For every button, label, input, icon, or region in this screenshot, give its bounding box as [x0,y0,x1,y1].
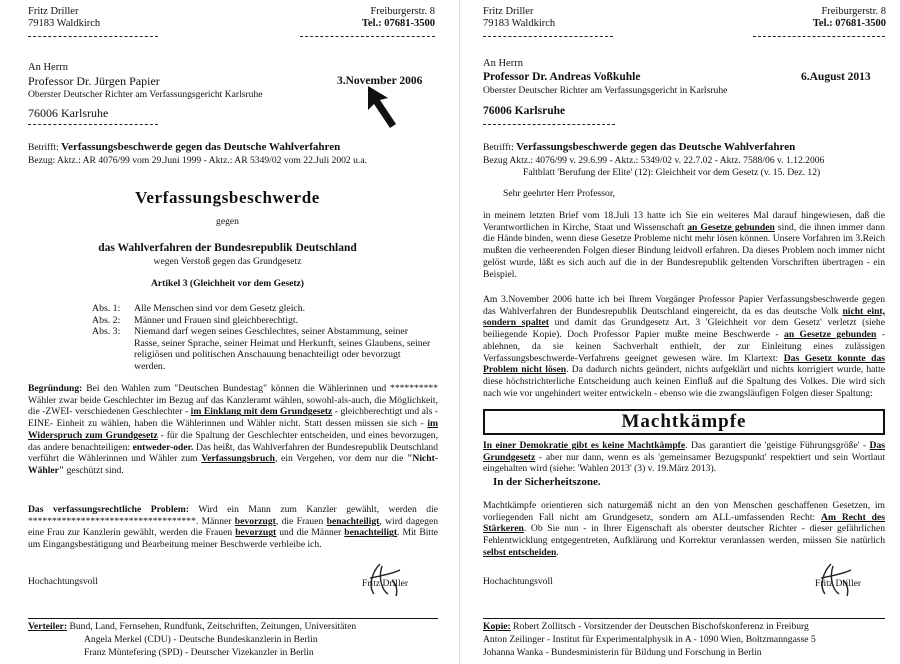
kopie-text: Robert Zollitsch - Vorsitzender der Deutschen Bischofskonferenz in Freiburg [510,621,809,632]
emphasis-run: bevorzugt [235,527,277,539]
text-run: - gleichberechtigt und als -EINE- Einheit zu wählen, haben die Wählerinnen und Wähler nicht. Statt dessen müssen sie sich - [28,406,438,430]
bezug-line: Bezug Aktz.: 4076/99 v. 29.6.99 - Aktz.: 5349/02 v. 22.7.02 - Aktz. 7588/06 v. 1.12.2006 [483,155,825,166]
betrifft-label: Betrifft: [483,142,517,153]
text-run: . Ob Sie nun - in Ihrer Eigenschaft als oberster deutscher Richter - dieser gefährlichen Fehlentwicklung entgegentreten, Aufklärung und Korrektur veranlassen werden, müssen Sie natürlich [483,523,885,547]
header-rule-left [483,36,613,37]
addressee-an: An Herrn [28,62,68,73]
text-run: , wird dagegen eine Frau zur Kanzlerin gewählt, werden die Frauen [28,515,438,539]
sender-tel: Tel.: 07681-3500 [361,18,435,29]
betrifft-line [483,142,795,154]
emphasis-run: nicht eint, sondern spaltet [483,305,885,329]
wegen-line: wegen Verstoß gegen das Grundgesetz [153,256,302,267]
emphasis-run: In einer Demokratie gibt es keine Machtkämpfe [483,440,686,451]
recipient-name: Professor Dr. Jürgen Papier [28,74,160,88]
greeting: Hochachtungsvoll [483,576,553,587]
clause-text: Männer und Frauen sind gleichberechtigt. [134,314,299,326]
sender-name: Fritz Driller [28,6,79,17]
header-rule-left [28,36,158,37]
sender-tel: Tel.: 07681-3500 [812,18,886,29]
kopie-line: Anton Zeilinger - Institut für Experimentalphysik in A - 1090 Wien, Boltzmanngasse 5 [483,634,816,645]
verteiler-label: Verteiler: [28,621,68,632]
text-run: Wird ein Mann zum Kanzler gewählt, werden die ***********************************. Männer [28,504,439,527]
text-run: geschützt sind. [64,464,124,476]
text-run: und damit das Grundgesetz Art. 3 'Gleichheit vor dem Gesetz' verletzt (siehe beiliegende Kopie). Doch Professor Papier mußte meine Beschwerde - [483,317,885,341]
footer-rule [28,618,438,619]
footer-rule [483,618,885,619]
problem-label: Das verfassungsrechtliche Problem: [28,504,189,515]
gegen-text: gegen [216,216,239,227]
text-run: . Da dadurch nichts geändert, nichts aufgeklärt und nichts korrigiert wurde, hatte diese höchstrichterliche Entscheidung auch keinen Einfluß auf die Spaltung des Volkes. Die wird sich nach wie vor ungehindert weiter entwickeln - ebenso wie die zwangsläufigen Folgen dieser Spaltung: [483,364,886,399]
recipient-name: Professor Dr. Andreas Voßkuhle [483,71,641,83]
cc-line: Franz Müntefering (SPD) - Deutscher Vizekanzler in Berlin [84,647,314,658]
article-title: Artikel 3 (Gleichheit vor dem Gesetz) [150,278,304,289]
clause-row [92,303,452,315]
sender-name: Fritz Driller [483,6,534,17]
paragraph-1 [483,210,885,280]
recipient-role: Oberster Deutscher Richter am Verfassungsgericht Karlsruhe [28,89,263,100]
verteiler-text: Bund, Land, Fernsehen, Rundfunk, Zeitschriften, Zeitungen, Universitäten [67,621,357,632]
text-run: Am 3.November 2006 hatte ich bei Ihrem Vorgänger Professor Papier Verfassungsbeschwerde gegen das Wahlverfahren der Bundesrepublik Deutschland eingereicht, da es das deutsche Volk [483,294,885,317]
text-run: . [556,546,559,558]
clause-text: Alle Menschen sind vor dem Gesetz gleich. [134,303,306,314]
letter-date: 6.August 2013 [801,71,871,83]
page-divider [459,0,460,664]
emphasis-run: "Nicht-Wähler" [28,453,439,476]
header-rule-right [300,36,435,37]
emphasis-run: im Widerspruch zum Grundgesetz [28,418,438,441]
paragraph-2 [483,294,885,399]
paragraph-4 [483,500,885,559]
sender-city: 79183 Waldkirch [483,18,556,29]
emphasis-run: entweder-oder. [132,441,194,453]
signature-name: Fritz Driller [815,578,862,589]
text-run: - aber nur dann, wenn es als 'gemeinsamer Bezugspunkt' respektiert und sein Wortlaut eingehalten wird (siehe: 'Wahlen 2013' (3) v. 19.März 2013). [483,451,885,475]
signature-name: Fritz Driller [362,578,409,589]
begruendung-paragraph [28,383,438,477]
arrow-icon [364,84,404,134]
emphasis-run: selbst entscheiden [483,546,557,558]
main-title: Verfassungsbeschwerde [135,188,320,207]
letter-2013 [463,0,900,664]
kopie-label: Kopie: [483,621,511,632]
address-rule [483,124,615,125]
letter-date: 3.November 2006 [337,75,423,87]
kopie-line [483,621,809,633]
emphasis-run: Am Recht des Stärkeren [483,511,885,535]
verteiler-line [28,621,356,633]
addressee-an: An Herrn [483,58,523,69]
emphasis-run: im Einklang mit dem Grundgesetz [190,406,333,418]
text-run: - für die Spaltung der Geschlechter entscheiden, und eines bevorzugen, das andere benachteiligen: [28,429,438,453]
cc-line: Angela Merkel (CDU) - Deutsche Bundeskanzlerin in Berlin [84,634,318,645]
text-run: Machtkämpfe orientieren sich naturgemäß nicht an den von Menschen geschaffenen Gesetzen, im vorliegenden Fall nicht am Grundgesetz, sondern am ALL-umfassenden Recht: [483,500,885,523]
recipient-city: 76006 Karlsruhe [483,105,566,117]
betrifft-line [28,142,340,154]
sender-city: 79183 Waldkirch [28,18,101,29]
text-run: - ablehnen, da sie keinen Sachverhalt enthielt, der zur Einleitung eines zulässigen Verfassungsbeschwerde-Verfahrens geeignet gewesen wäre. Im Klartext: [483,329,885,364]
recipient-role: Oberster Deutscher Richter am Verfassungsgericht in Karlsruhe [483,85,728,96]
emphasis-run: an Gesetze gebunden [784,329,877,341]
machtkaempfe-box: Machtkämpfe [483,409,885,435]
address-rule [28,124,158,125]
emphasis-run: bevorzugt [234,515,276,527]
begruendung-label: Begründung: [28,383,83,394]
clause-label: Abs. 2: [92,314,121,326]
sender-street: Freiburgerstr. 8 [821,6,886,17]
clause-label: Abs. 1: [92,303,121,314]
emphasis-run: benachteiligt [326,515,380,527]
clause-row [92,315,452,327]
text-run: und die Männer [276,527,345,539]
text-run: Bei den Wahlen zum "Deutschen Bundestag" können die Wählerinnen und ********** Wähler zwar beide Geschlechter im Bezug auf das Kanzleramt wählen, sowohl-als-auch, die Möglichkeit, die -ZWEI- verschiedenen Geschlechter - [28,383,438,418]
subject-line: das Wahlverfahren der Bundesrepublik Deutschland [98,242,357,254]
betrifft-text: Verfassungsbeschwerde gegen das Deutsche Wahlverfahren [516,141,796,153]
betrifft-label: Betrifft: [28,142,62,153]
text-run: . Das garantiert die 'geistige Führungsgröße' - [685,440,870,451]
greeting: Hochachtungsvoll [28,576,98,587]
text-run: sind, die ihnen immer dann die Hände binden, wenn diese Gesetze Probleme nicht mehr lösen können. Unsere Vorfahren im 3.Reich mußten die verheerenden Folgen dieser Bindung leidvoll erfahren. Da dieses Problem noch immer nicht gelöst wurde, läßt es sich auch auf die in der Bundesrepublik geltenden Vorschriften übertragen - ein Beispiel. [483,221,885,280]
emphasis-run: an Gesetze gebunden [687,221,775,233]
clause-text: Niemand darf wegen seines Geschlechtes, seiner Abstammung, seiner Rasse, seiner Sprache, seiner Heimat und Herkunft, seines Glaubens, seiner religiösen und politischen Anschauung benachteiligt oder bevorzugt werden. [134,326,431,372]
recipient-city: 76006 Karlsruhe [28,106,109,120]
sicherheitszone-heading: In der Sicherheitszone. [493,476,601,488]
header-rule-right [753,36,885,37]
bezug-line: Bezug: Aktz.: AR 4076/99 vom 29.Juni 1999 - Aktz.: AR 5349/02 vom 22.Juli 2002 u.a. [28,155,367,166]
article-clauses [92,303,452,373]
clause-row [92,326,452,372]
problem-paragraph [28,504,438,551]
kopie-line: Johanna Wanka - Bundesministerin für Bildung und Forschung in Berlin [483,647,762,658]
salutation: Sehr geehrter Herr Professor, [503,188,616,199]
text-run: in meinem letzten Brief vom 18.Juli 13 hatte ich Sie ein weiteres Mal darauf hingewiesen, daß die Verantwortlichen in Kirche, Staat und Wissenschaft [483,210,885,233]
text-run: . Mit Bitte um Eingangsbestätigung und Bearbeitung meiner Beschwerde verbleibe ich. [28,527,438,551]
text-run: , ein Vergehen, vor dem nur die [274,453,408,465]
sender-street: Freiburgerstr. 8 [370,6,435,17]
betrifft-text: Verfassungsbeschwerde gegen das Deutsche Wahlverfahren [61,141,341,153]
emphasis-run: Das Gesetz konnte das Problem nicht lösen [483,352,885,376]
text-run: , die Frauen [275,515,327,527]
emphasis-run: Verfassungsbruch [201,453,275,465]
clause-label: Abs. 3: [92,326,121,338]
text-run: Das heißt, das Wahlverfahren der Bundesrepublik Deutschland verführt die Wählerinnen und Wähler zum [28,441,438,465]
emphasis-run: benachteiligt [344,527,398,539]
emphasis-run: Das Grundgesetz [483,440,886,463]
bezug-line: Faltblatt 'Berufung der Elite' (12): Gleichheit vor dem Gesetz (v. 15. Dez. 12) [523,167,821,178]
paragraph-3 [483,440,885,475]
